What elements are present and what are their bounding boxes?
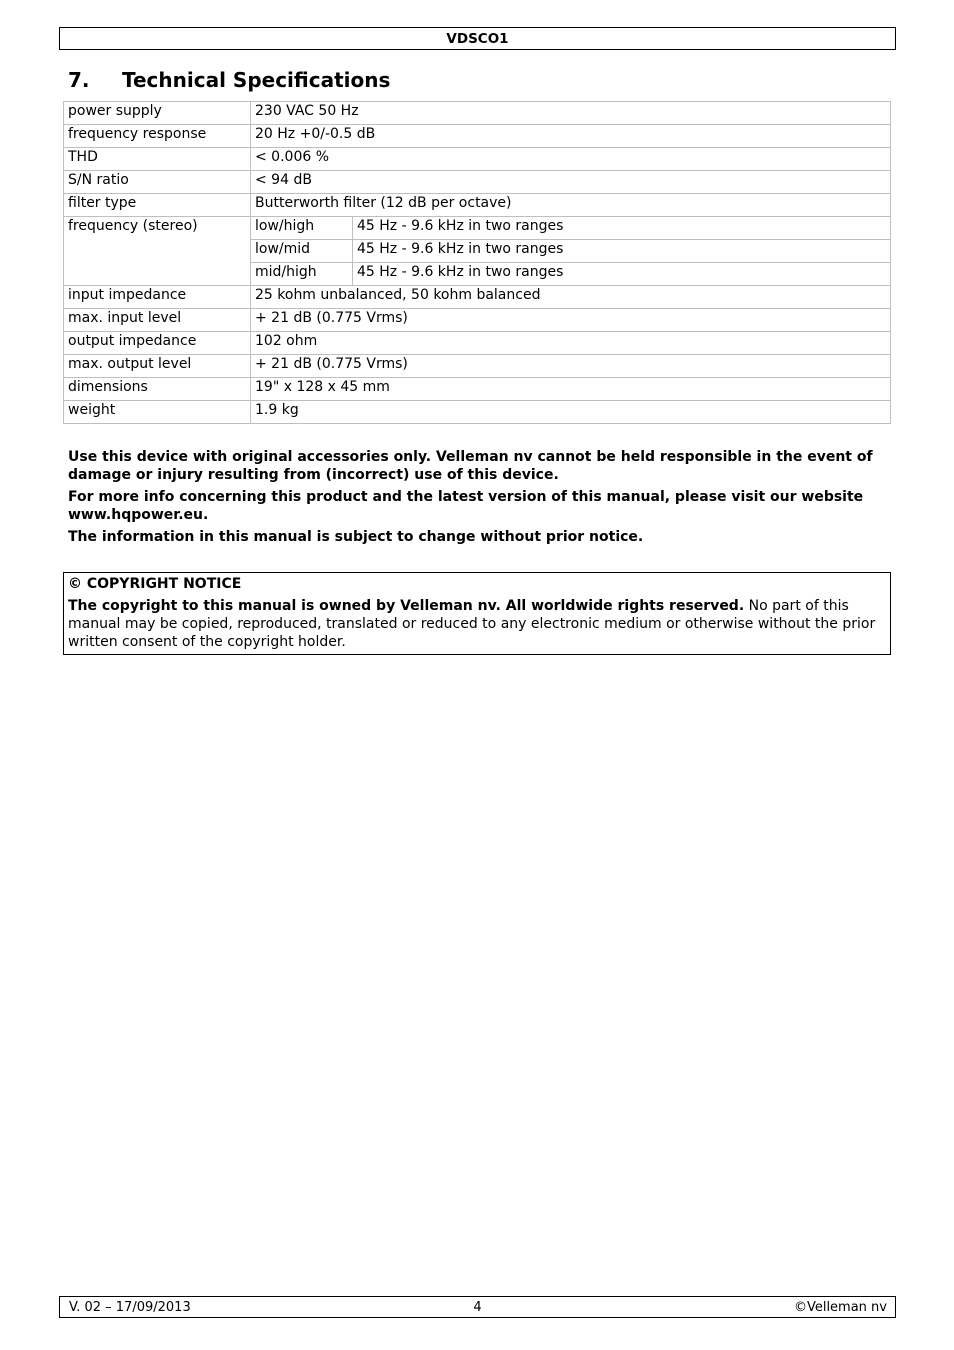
spec-label: frequency (stereo) xyxy=(64,217,251,286)
spec-label: dimensions xyxy=(64,378,251,401)
spec-label: THD xyxy=(64,148,251,171)
spec-label: S/N ratio xyxy=(64,171,251,194)
spec-value: < 0.006 % xyxy=(251,148,891,171)
spec-label: weight xyxy=(64,401,251,424)
spec-label: max. output level xyxy=(64,355,251,378)
copyright-text: No part of this manual may be copied, reproduced, translated or reduced to any electronic medium or otherwise without the prior written consent of the copyright holder. xyxy=(68,598,876,650)
table-row xyxy=(64,309,891,332)
notices xyxy=(68,448,888,550)
page-header xyxy=(59,27,896,50)
copyright-bold-text: The copyright to this manual is owned by Velleman nv. All worldwide rights reserved. xyxy=(68,598,745,614)
spec-value: Butterworth filter (12 dB per octave) xyxy=(251,194,891,217)
table-row xyxy=(64,148,891,171)
table-row xyxy=(64,332,891,355)
table-row xyxy=(64,217,891,240)
spec-value: 1.9 kg xyxy=(251,401,891,424)
spec-value: 25 kohm unbalanced, 50 kohm balanced xyxy=(251,286,891,309)
spec-label: frequency response xyxy=(64,125,251,148)
spec-value: + 21 dB (0.775 Vrms) xyxy=(251,309,891,332)
copyright-owner: ©Velleman nv xyxy=(793,1300,887,1315)
table-row xyxy=(64,401,891,424)
version-date: V. 02 – 17/09/2013 xyxy=(69,1300,191,1315)
spec-sublabel: mid/high xyxy=(251,263,353,286)
table-row xyxy=(64,125,891,148)
spec-value: 20 Hz +0/-0.5 dB xyxy=(251,125,891,148)
spec-label: power supply xyxy=(64,102,251,125)
spec-label: filter type xyxy=(64,194,251,217)
copyright-notice xyxy=(63,572,891,655)
spec-sublabel: low/high xyxy=(251,217,353,240)
spec-label: output impedance xyxy=(64,332,251,355)
spec-label: max. input level xyxy=(64,309,251,332)
copyright-body xyxy=(68,597,885,651)
table-row xyxy=(64,171,891,194)
accessories-notice: Use this device with original accessories only. Velleman nv cannot be held responsible in the event of damage or injury resulting from (incorrect) use of this device. xyxy=(68,449,873,483)
table-row xyxy=(64,286,891,309)
table-row xyxy=(64,355,891,378)
specifications-table xyxy=(63,101,891,424)
change-notice: The information in this manual is subject to change without prior notice. xyxy=(68,529,644,545)
table-row xyxy=(64,194,891,217)
spec-label: input impedance xyxy=(64,286,251,309)
spec-value: 102 ohm xyxy=(251,332,891,355)
page-footer xyxy=(59,1296,896,1318)
spec-value: < 94 dB xyxy=(251,171,891,194)
table-row xyxy=(64,378,891,401)
spec-value: 45 Hz - 9.6 kHz in two ranges xyxy=(353,217,891,240)
website-notice: For more info concerning this product and the latest version of this manual, please visit our website www.hqpower.eu. xyxy=(68,489,864,523)
spec-value: 19" x 128 x 45 mm xyxy=(251,378,891,401)
copyright-title: © COPYRIGHT NOTICE xyxy=(68,576,242,592)
section-title-text: Technical Specifications xyxy=(122,68,391,92)
spec-value: 45 Hz - 9.6 kHz in two ranges xyxy=(353,263,891,286)
model-name: VDSCO1 xyxy=(446,31,509,47)
table-row xyxy=(64,102,891,125)
spec-value: + 21 dB (0.775 Vrms) xyxy=(251,355,891,378)
section-number: 7. xyxy=(68,68,90,92)
spec-value: 45 Hz - 9.6 kHz in two ranges xyxy=(353,240,891,263)
section-title xyxy=(68,66,390,94)
spec-value: 230 VAC 50 Hz xyxy=(251,102,891,125)
page-number: 4 xyxy=(473,1300,482,1315)
spec-sublabel: low/mid xyxy=(251,240,353,263)
